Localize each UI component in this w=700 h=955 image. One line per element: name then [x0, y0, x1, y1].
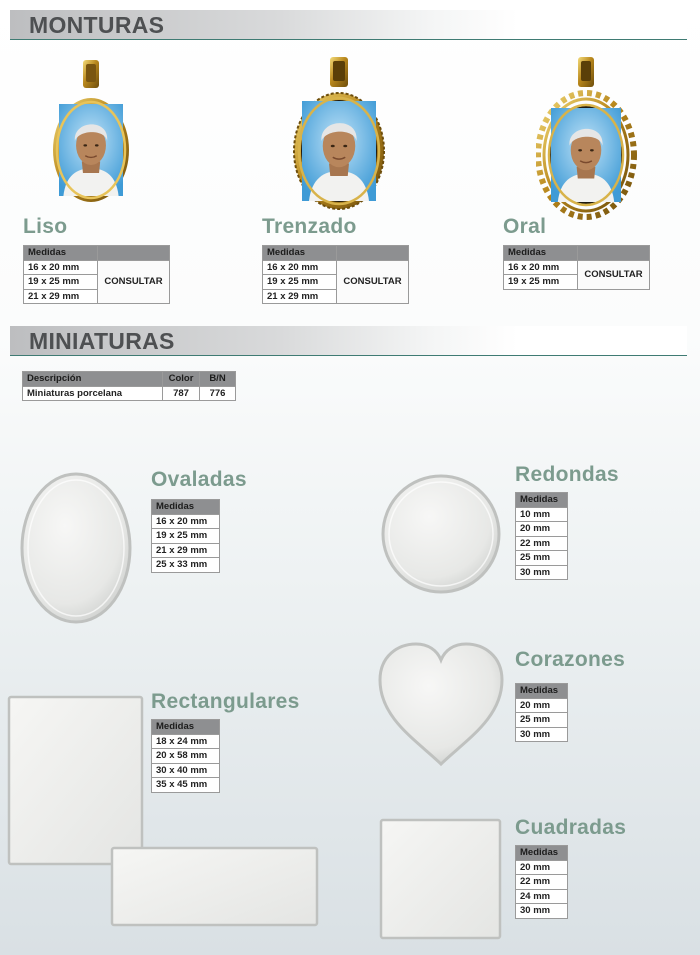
oral-size-table — [503, 245, 650, 290]
liso-pendant-image — [50, 58, 134, 208]
ovaladas-size-table — [151, 499, 220, 573]
oral-pendant-image — [536, 55, 638, 220]
cuadradas-title: Cuadradas — [515, 816, 627, 839]
size-cell: 16 x 20 mm — [152, 514, 220, 529]
size-cell: 21 x 29 mm — [263, 289, 337, 304]
size-cell: 19 x 25 mm — [263, 275, 337, 290]
size-cell: 30 mm — [516, 904, 568, 919]
size-cell: 30 mm — [516, 727, 568, 742]
table-header: Medidas — [152, 500, 220, 515]
size-cell: 25 mm — [516, 713, 568, 728]
table-header: Medidas — [516, 684, 568, 699]
table-header: Medidas — [24, 246, 98, 261]
consultar-cell: CONSULTAR — [98, 260, 170, 304]
liso-size-table — [23, 245, 170, 304]
oral-title: Oral — [503, 215, 547, 238]
consultar-cell: CONSULTAR — [578, 260, 650, 289]
corazones-title: Corazones — [515, 648, 626, 671]
monturas-heading: MONTURAS — [29, 12, 165, 38]
size-cell: 22 mm — [516, 536, 568, 551]
corazones-size-table — [515, 683, 568, 742]
rectangular-long-porcelain-image — [110, 846, 320, 928]
size-cell: 16 x 20 mm — [504, 260, 578, 275]
square-porcelain-image — [379, 818, 503, 941]
bn-header: B/N — [200, 372, 236, 387]
size-cell: 19 x 25 mm — [152, 529, 220, 544]
table-header: Medidas — [516, 846, 568, 861]
bn-price-cell: 776 — [200, 386, 236, 401]
table-header: Medidas — [504, 246, 578, 261]
size-cell: 25 x 33 mm — [152, 558, 220, 573]
size-cell: 20 mm — [516, 860, 568, 875]
rectangulares-size-table — [151, 719, 220, 793]
miniaturas-section-header — [10, 326, 687, 356]
size-cell: 16 x 20 mm — [263, 260, 337, 275]
round-porcelain-image — [380, 473, 502, 595]
liso-title: Liso — [23, 215, 68, 238]
monturas-section-header — [10, 10, 687, 40]
size-cell: 10 mm — [516, 507, 568, 522]
color-header: Color — [163, 372, 200, 387]
trenzado-title: Trenzado — [262, 215, 357, 238]
size-cell: 21 x 29 mm — [24, 289, 98, 304]
size-cell: 19 x 25 mm — [24, 275, 98, 290]
table-header: Medidas — [152, 720, 220, 735]
miniaturas-heading: MINIATURAS — [29, 328, 175, 354]
description-cell: Miniaturas porcelana — [23, 386, 163, 401]
description-header: Descripción — [23, 372, 163, 387]
size-cell: 30 mm — [516, 565, 568, 580]
redondas-size-table — [515, 492, 568, 580]
size-cell: 25 mm — [516, 551, 568, 566]
size-cell: 20 mm — [516, 698, 568, 713]
trenzado-pendant-image — [292, 55, 388, 211]
ovaladas-title: Ovaladas — [151, 468, 247, 491]
size-cell: 20 x 58 mm — [152, 749, 220, 764]
redondas-title: Redondas — [515, 463, 619, 486]
trenzado-size-table — [262, 245, 409, 304]
table-header: Medidas — [516, 493, 568, 508]
price-table — [22, 371, 236, 401]
cuadradas-size-table — [515, 845, 568, 919]
rectangulares-title: Rectangulares — [151, 690, 300, 713]
size-cell: 19 x 25 mm — [504, 275, 578, 290]
consultar-cell: CONSULTAR — [337, 260, 409, 304]
color-price-cell: 787 — [163, 386, 200, 401]
oval-porcelain-image — [18, 470, 134, 626]
size-cell: 35 x 45 mm — [152, 778, 220, 793]
size-cell: 22 mm — [516, 875, 568, 890]
size-cell: 16 x 20 mm — [24, 260, 98, 275]
heart-porcelain-image — [376, 640, 506, 768]
size-cell: 18 x 24 mm — [152, 734, 220, 749]
rectangular-porcelain-image — [7, 695, 145, 867]
size-cell: 21 x 29 mm — [152, 543, 220, 558]
size-cell: 20 mm — [516, 522, 568, 537]
table-header: Medidas — [263, 246, 337, 261]
size-cell: 24 mm — [516, 889, 568, 904]
size-cell: 30 x 40 mm — [152, 763, 220, 778]
